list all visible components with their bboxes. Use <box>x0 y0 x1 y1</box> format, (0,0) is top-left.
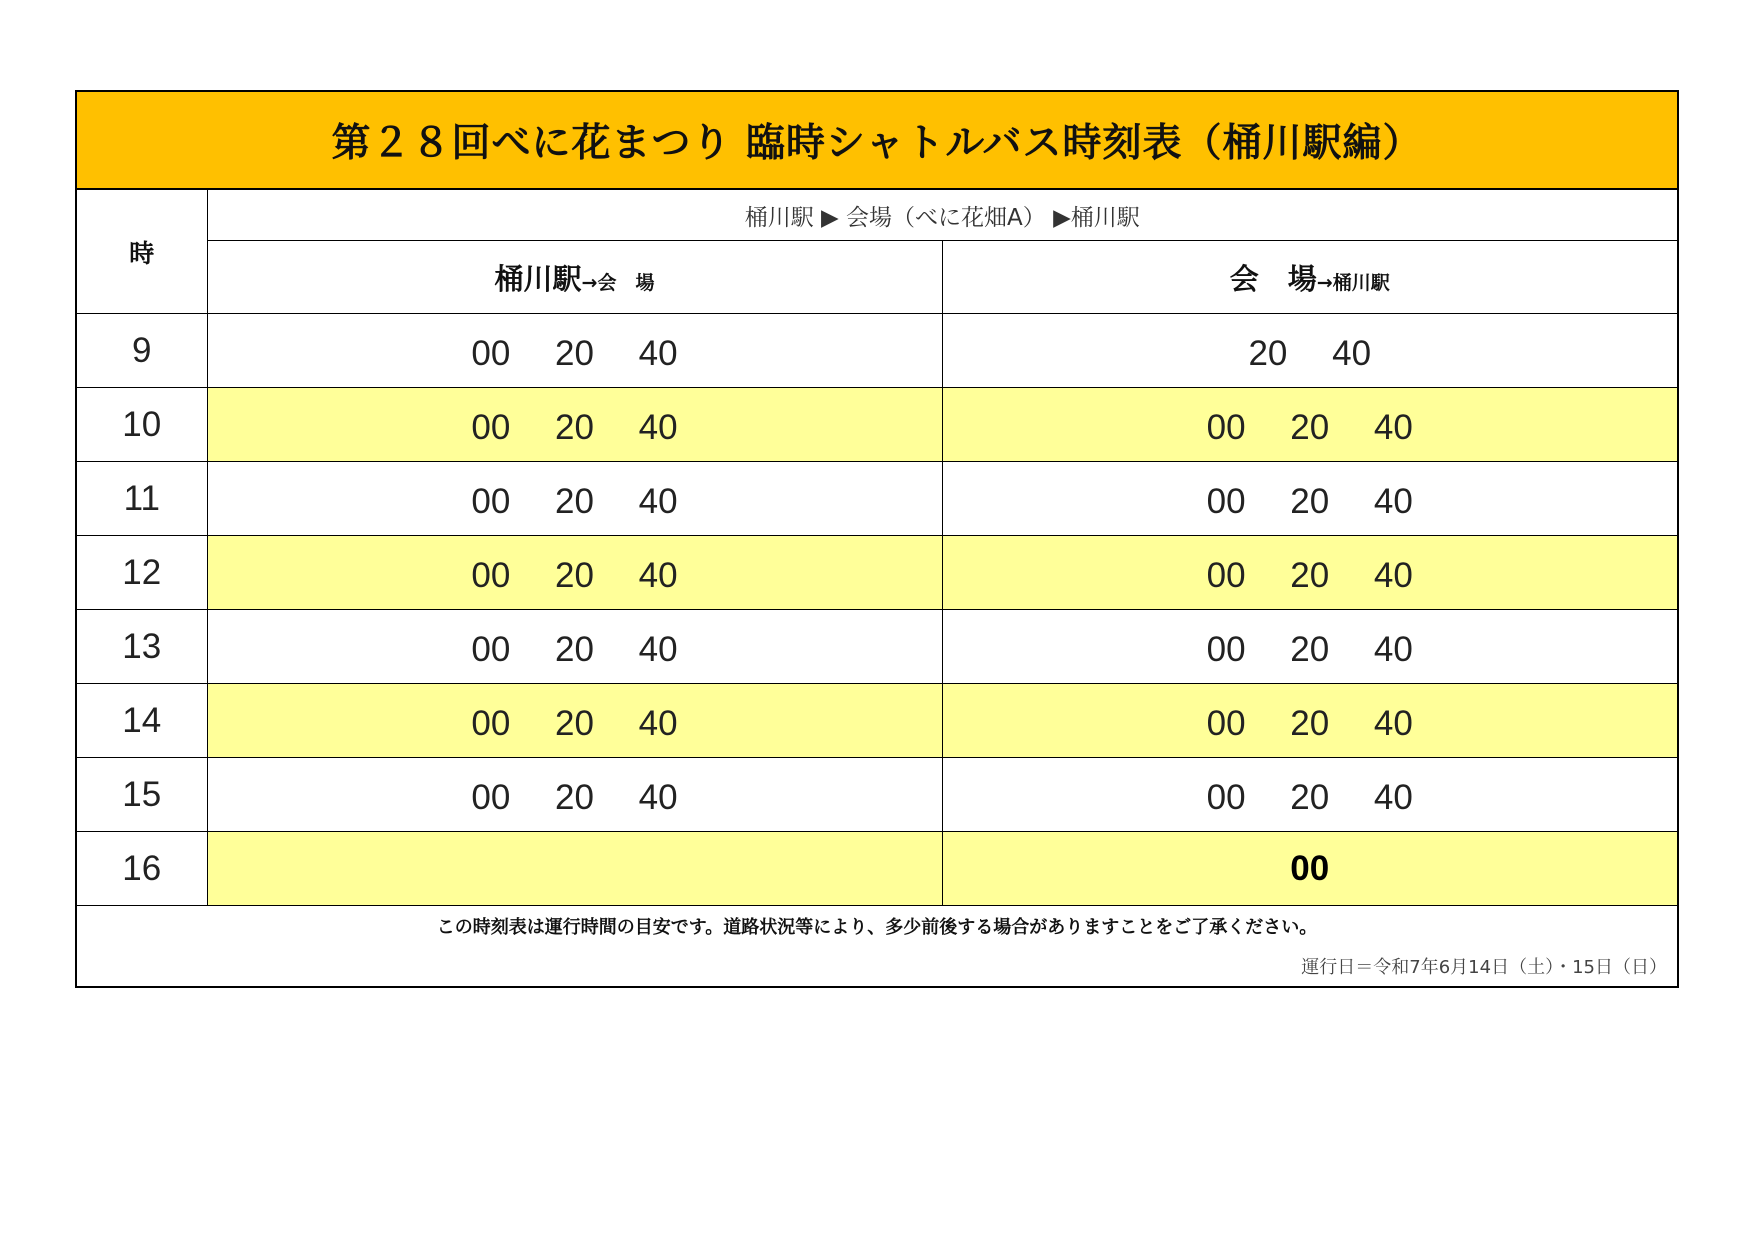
hour-cell: 13 <box>77 610 207 684</box>
timetable-row <box>77 684 1677 758</box>
direction-destination: →会 場 <box>581 271 655 294</box>
direction-header-to-venue <box>207 241 942 314</box>
operation-date: 運行日＝令和7年6月14日（土）・15日（日） <box>1301 957 1667 978</box>
departures-to-venue: 00 20 40 <box>207 536 942 610</box>
timetable-row <box>77 610 1677 684</box>
departures-to-venue: 00 20 40 <box>207 758 942 832</box>
departures-to-station: 00 20 40 <box>942 462 1677 536</box>
direction-origin: 会 場 <box>1229 261 1317 296</box>
hour-cell: 12 <box>77 536 207 610</box>
timetable-row <box>77 832 1677 906</box>
departures-to-venue: 00 20 40 <box>207 684 942 758</box>
departures-to-station: 00 <box>942 832 1677 906</box>
hour-cell: 10 <box>77 388 207 462</box>
timetable <box>77 190 1677 906</box>
hour-cell: 15 <box>77 758 207 832</box>
departures-to-station: 00 20 40 <box>942 610 1677 684</box>
direction-origin: 桶川駅 <box>494 261 582 296</box>
timetable-row <box>77 758 1677 832</box>
hour-cell: 16 <box>77 832 207 906</box>
departures-to-station: 00 20 40 <box>942 536 1677 610</box>
route-description: 桶川駅 ▶ 会場（べに花畑A） ▶桶川駅 <box>207 190 1677 241</box>
departures-to-station: 00 20 40 <box>942 388 1677 462</box>
direction-destination: →桶川駅 <box>1316 271 1390 294</box>
hour-cell: 14 <box>77 684 207 758</box>
timetable-footer <box>77 906 1677 986</box>
departures-to-venue: 00 20 40 <box>207 388 942 462</box>
departures-to-venue: 00 20 40 <box>207 610 942 684</box>
hour-column-header: 時 <box>77 190 207 314</box>
departures-to-station: 00 20 40 <box>942 684 1677 758</box>
timetable-title: 第２８回べに花まつり 臨時シャトルバス時刻表（桶川駅編） <box>77 92 1677 190</box>
hour-cell: 9 <box>77 314 207 388</box>
timetable-row <box>77 314 1677 388</box>
departures-to-venue <box>207 832 942 906</box>
timetable-row <box>77 388 1677 462</box>
departures-to-venue: 00 20 40 <box>207 462 942 536</box>
departures-to-venue: 00 20 40 <box>207 314 942 388</box>
hour-cell: 11 <box>77 462 207 536</box>
notice-text: この時刻表は運行時間の目安です。道路状況等により、多少前後する場合がありますことをご了承ください。 <box>436 917 1318 938</box>
timetable-sheet <box>75 90 1679 988</box>
timetable-row <box>77 536 1677 610</box>
departures-to-station: 20 40 <box>942 314 1677 388</box>
direction-header-to-station <box>942 241 1677 314</box>
departures-to-station: 00 20 40 <box>942 758 1677 832</box>
timetable-row <box>77 462 1677 536</box>
